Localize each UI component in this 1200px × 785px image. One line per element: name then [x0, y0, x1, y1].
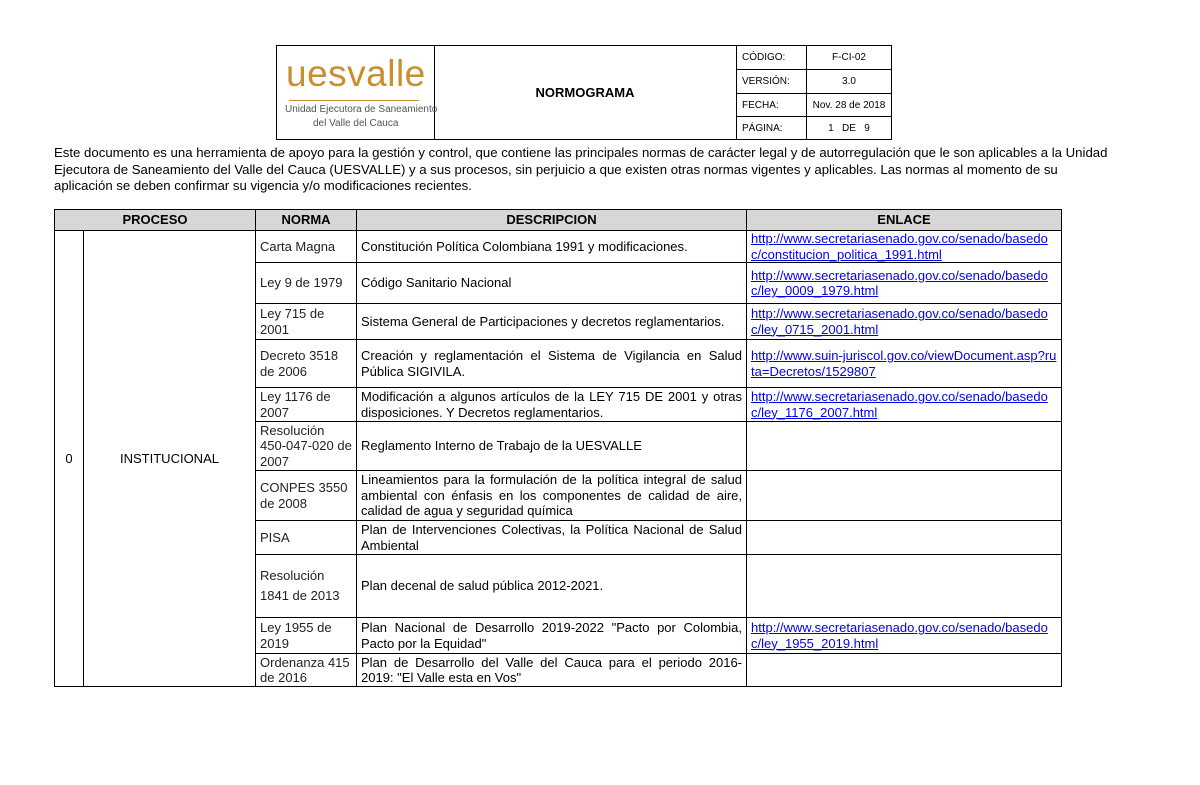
enlace-cell [747, 555, 1062, 618]
norma-cell: Carta Magna [256, 231, 357, 263]
logo-rule [289, 100, 419, 101]
descripcion-cell: Plan de Intervenciones Colectivas, la Política Nacional de Salud Ambiental [357, 521, 747, 555]
table-row [55, 231, 1062, 263]
meta-row-pagina [736, 117, 891, 139]
descripcion-cell: Plan Nacional de Desarrollo 2019-2022 "Pacto por Colombia, Pacto por la Equidad" [357, 618, 747, 654]
enlace-link[interactable]: http://www.suin-juriscol.gov.co/viewDocument.asp?ruta=Decretos/1529807 [751, 348, 1057, 379]
enlace-cell [747, 231, 1062, 263]
norma-cell: Resolución 450-047-020 de 2007 [256, 422, 357, 471]
norma-cell: Ley 9 de 1979 [256, 263, 357, 304]
meta-label: VERSIÓN: [736, 70, 807, 93]
enlace-cell [747, 263, 1062, 304]
document-title: NORMOGRAMA [434, 46, 737, 139]
proceso-name: INSTITUCIONAL [84, 231, 256, 687]
descripcion-cell: Creación y reglamentación el Sistema de Vigilancia en Salud Pública SIGIVILA. [357, 340, 747, 388]
descripcion-cell: Constitución Política Colombiana 1991 y modificaciones. [357, 231, 747, 263]
enlace-link[interactable]: http://www.secretariasenado.gov.co/senado/basedoc/ley_0009_1979.html [751, 267, 1048, 298]
intro-paragraph: Este documento es una herramienta de apoyo para la gestión y control, que contiene las principales normas de carácter legal y de autorregulación que le son aplicables a la Unidad Ejecutora de Saneamiento del Valle del Cauca (UESVALLE) y a sus procesos, sin perjuicio a que existen otras normas vigentes y aplicables. Las normas al momento de su aplicación se deben confirmar su vigencia y/o modificaciones recientes. [54, 145, 1108, 193]
header-proceso: PROCESO [55, 210, 256, 231]
norma-cell: Ley 1176 de 2007 [256, 388, 357, 422]
norma-cell: Ley 1955 de 2019 [256, 618, 357, 654]
header-norma: NORMA [256, 210, 357, 231]
enlace-cell [747, 471, 1062, 521]
meta-label: FECHA: [736, 94, 807, 116]
meta-row-version [736, 70, 891, 94]
header-enlace: ENLACE [747, 210, 1062, 231]
descripcion-cell: Plan de Desarrollo del Valle del Cauca para el periodo 2016-2019: "El Valle esta en Vos" [357, 654, 747, 687]
meta-value: F-CI-02 [832, 52, 866, 63]
row-index: 0 [55, 231, 84, 687]
meta-value: 1 DE 9 [828, 122, 870, 134]
meta-value: 3.0 [842, 76, 856, 87]
meta-value: Nov. 28 de 2018 [812, 99, 886, 111]
enlace-link[interactable]: http://www.secretariasenado.gov.co/senado/basedoc/constitucion_politica_1991.html [751, 231, 1048, 262]
descripcion-cell: Sistema General de Participaciones y decretos reglamentarios. [357, 304, 747, 340]
enlace-cell [747, 388, 1062, 422]
norma-cell: PISA [256, 521, 357, 555]
descripcion-cell: Plan decenal de salud pública 2012-2021. [357, 555, 747, 618]
descripcion-cell: Modificación a algunos artículos de la LEY 715 DE 2001 y otras disposiciones. Y Decretos reglamentarios. [357, 388, 747, 422]
table-header-row [55, 210, 1062, 231]
enlace-link[interactable]: http://www.secretariasenado.gov.co/senado/basedoc/ley_0715_2001.html [751, 306, 1048, 337]
norma-cell: CONPES 3550 de 2008 [256, 471, 357, 521]
meta-row-fecha [736, 94, 891, 117]
enlace-link[interactable]: http://www.secretariasenado.gov.co/senado/basedoc/ley_1176_2007.html [751, 389, 1048, 420]
normograma-table [54, 209, 1062, 687]
enlace-link[interactable]: http://www.secretariasenado.gov.co/senado/basedoc/ley_1955_2019.html [751, 620, 1048, 651]
descripcion-cell: Reglamento Interno de Trabajo de la UESVALLE [357, 422, 747, 471]
norma-cell: Ordenanza 415 de 2016 [256, 654, 357, 687]
meta-row-codigo [736, 46, 891, 70]
logo-subtitle-line2: del Valle del Cauca [313, 118, 399, 129]
document-header [276, 45, 892, 140]
descripcion-cell: Lineamientos para la formulación de la política integral de salud ambiental con énfasis en los componentes de calidad de aire, calidad de agua y seguridad química [357, 471, 747, 521]
descripcion-cell: Código Sanitario Nacional [357, 263, 747, 304]
meta-label: CÓDIGO: [736, 46, 807, 69]
logo-subtitle-line1: Unidad Ejecutora de Saneamiento [285, 104, 438, 115]
norma-cell: Decreto 3518 de 2006 [256, 340, 357, 388]
norma-cell: Ley 715 de 2001 [256, 304, 357, 340]
norma-cell: Resolución 1841 de 2013 [256, 555, 357, 618]
enlace-cell [747, 340, 1062, 388]
enlace-cell [747, 304, 1062, 340]
logo-wordmark: uesvalle [286, 53, 426, 94]
document-meta [736, 46, 891, 139]
uesvalle-logo [277, 46, 438, 139]
enlace-cell [747, 422, 1062, 471]
meta-label: PÁGINA: [736, 117, 807, 139]
enlace-cell [747, 521, 1062, 555]
enlace-cell [747, 618, 1062, 654]
header-descripcion: DESCRIPCION [357, 210, 747, 231]
enlace-cell [747, 654, 1062, 687]
